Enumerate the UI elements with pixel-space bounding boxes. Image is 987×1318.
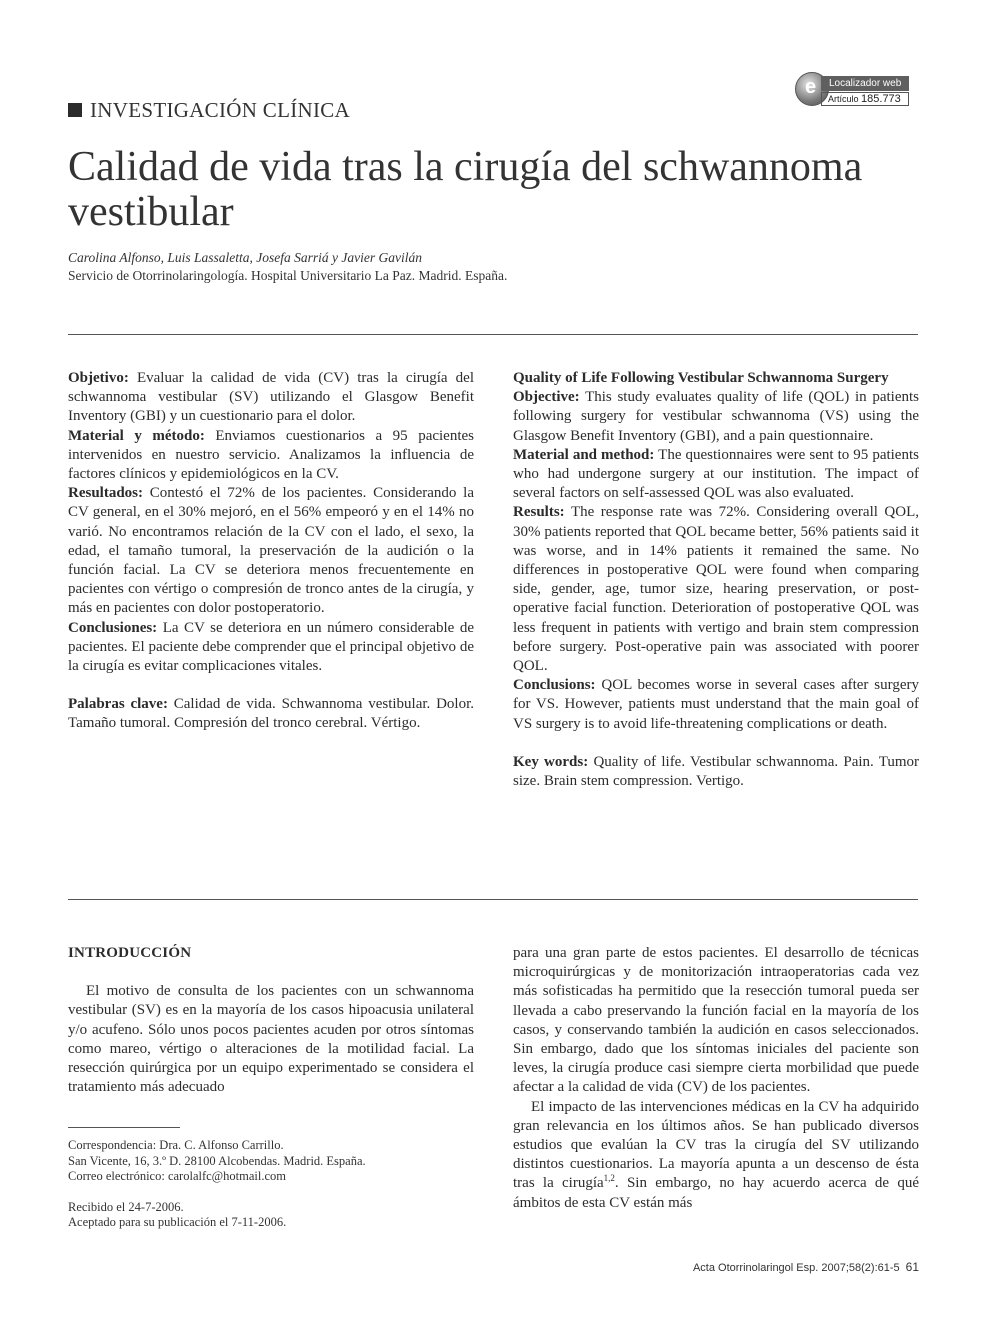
objective-text: This study evaluates quality of life (QOL) in patients following surgery for vestibular schwannoma (VS) using the Glasgow Benefit Inventory (GBI), and a pain questionnaire.: [513, 389, 919, 444]
footnote-divider: [68, 1127, 180, 1128]
resultados-label: Resultados:: [68, 485, 144, 502]
journal-footer: [693, 1260, 919, 1274]
palabras-clave-label: Palabras clave:: [68, 696, 168, 713]
keywords-label: Key words:: [513, 753, 589, 770]
journal-citation: Acta Otorrinolaringol Esp. 2007;58(2):61-5: [692, 1262, 900, 1274]
palabras-clave-text: Calidad de vida. Schwannoma vestibular. Dolor. Tamaño tumoral. Compresión del tronco cerebral. Vértigo.: [68, 696, 474, 732]
accepted-date: Aceptado para su publicación el 7-11-2006.: [68, 1215, 287, 1230]
keywords-text: Quality of life. Vestibular schwannoma. Pain. Tumor size. Brain stem compression. Vertigo.: [513, 753, 920, 790]
footnotes: [68, 1138, 366, 1231]
badge-article-label: Artículo: [828, 94, 859, 104]
badge-article: [821, 92, 909, 106]
intro-left-column: [68, 944, 474, 1097]
abstract-en: [513, 369, 919, 791]
badge-article-number: 185.773: [861, 93, 901, 105]
abstract-es: [68, 369, 474, 734]
objective-label: Objective:: [513, 389, 580, 406]
article-title: Calidad de vida tras la cirugía del schwannoma vestibular: [68, 144, 863, 235]
results-text: The response rate was 72%. Considering overall QOL, 30% patients reported that QOL became better, 56% patients said it was worse, and in 14% patients it remained the same. No differences in postoperative QOL were found when comparing side, gender, age, tumor size, hearing preservation, or post-operative facial function. Deterioration of postoperative QOL was less frequent in patients with vertigo and brain stem compression before surgery. Post-operative pain was associated with poorer QOL.: [513, 504, 919, 675]
conclusions-text: QOL becomes worse in several cases after surgery for VS. However, patients must understand that the main goal of VS surgery is to avoid life-threatening complications or death.: [513, 677, 919, 732]
divider-top: [68, 334, 918, 335]
badge-label: Localizador web: [821, 76, 909, 91]
section-label: [68, 98, 350, 123]
objetivo-text: Evaluar la calidad de vida (CV) tras la cirugía del schwannoma vestibular (SV) utilizando el Glasgow Benefit Inventory (GBI) y un cuestionario para el dolor.: [68, 370, 475, 425]
page-number: 61: [905, 1260, 919, 1274]
method-text: The questionnaires were sent to 95 patients who had undergone surgery at our institution. The impact of several factors on self-assessed QOL was also evaluated.: [513, 446, 919, 502]
intro-paragraph-1-continued: para una gran parte de estos pacientes. El desarrollo de técnicas microquirúrgicas y de monitorización intraoperatorias cada vez más sofisticadas ha permitido que la resección tumoral pueda ser llevada a cabo preservando la función facial en la mayoría de los casos, y conservando también la audición en casos seleccionados. Sin embargo, dado que los síntomas iniciales del paciente son leves, la cirugía produce casi siempre cierta morbilidad que puede afectar a la calidad de vida (CV) de los pacientes.: [513, 945, 919, 1096]
conclusiones-label: Conclusiones:: [68, 619, 158, 636]
intro-right-column: [513, 944, 919, 1213]
e-logo-icon: e: [795, 72, 829, 106]
authors: Carolina Alfonso, Luis Lassaletta, Josefa Sarriá y Javier Gavilán: [68, 250, 422, 265]
correspondence: Correspondencia: Dra. C. Alfonso Carrillo.: [68, 1138, 284, 1152]
intro-paragraph-2: [513, 1098, 919, 1213]
square-bullet-icon: [68, 103, 82, 117]
email: Correo electrónico: carolalfc@hotmail.com: [68, 1169, 287, 1184]
web-locator-badge: [795, 70, 915, 108]
intro-paragraph-2-text: El impacto de las intervenciones médicas en la CV ha adquirido gran relevancia en los últimos años. Se han publicado diversos estudios que evalúan la CV tras la cirugía del SV utilizando distintos cuestionarios. La mayoría apunta a un descenso de ésta tras la cirugía: [513, 1098, 919, 1192]
conclusions-label: Conclusions:: [513, 677, 596, 694]
objetivo-label: Objetivo:: [68, 370, 129, 386]
intro-heading: INTRODUCCIÓN: [68, 945, 192, 961]
affiliation: Servicio de Otorrinolaringología. Hospital Universitario La Paz. Madrid. España.: [68, 268, 508, 283]
divider-middle: [68, 899, 918, 900]
metodo-label: Material y método:: [68, 427, 205, 444]
intro-paragraph-2-end: . Sin embargo, no hay acuerdo acerca de qué ámbitos de esta CV están más: [513, 1175, 919, 1211]
metodo-text: Enviamos cuestionarios a 95 pacientes intervenidos en nuestro servicio. Analizamos la influencia de factores clínicos y epidemiológicos en la CV.: [68, 427, 474, 483]
english-title: Quality of Life Following Vestibular Schwannoma Surgery: [513, 370, 889, 386]
citation-ref: 1,2: [603, 1173, 615, 1184]
intro-paragraph-1: El motivo de consulta de los pacientes con un schwannoma vestibular (SV) es en la mayoría de los casos hipoacusia unilateral y/o acufeno. Sólo unos pocos pacientes acuden por otros síntomas como mareo, vértigo o alteraciones de la motilidad facial. La resección quirúrgica por un equipo experimentado se considera el tratamiento más adecuado: [68, 983, 474, 1096]
method-label: Material and method:: [513, 446, 655, 463]
results-label: Results:: [513, 504, 565, 521]
address: San Vicente, 16, 3.º D. 28100 Alcobendas. Madrid. España.: [68, 1153, 366, 1168]
conclusiones-text: La CV se deteriora en un número considerable de pacientes. El paciente debe comprender que el principal objetivo de la cirugía es evitar complicaciones vitales.: [68, 619, 474, 675]
received-date: Recibido el 24-7-2006.: [68, 1199, 184, 1214]
resultados-text: Contestó el 72% de los pacientes. Considerando la CV general, en el 30% mejoró, en el 56% empeoró y en el 14% no varió. No encontramos relación de la CV con el lado, el sexo, la edad, el tamaño tumoral, la preservación de la audición o la función facial. La CV se deteriora menos frecuentemente en pacientes con vértigo o compresión de tronco antes de la cirugía, y más en pacientes con dolor postoperatorio.: [68, 485, 474, 617]
section-label-text: INVESTIGACIÓN CLÍNICA: [90, 98, 351, 122]
